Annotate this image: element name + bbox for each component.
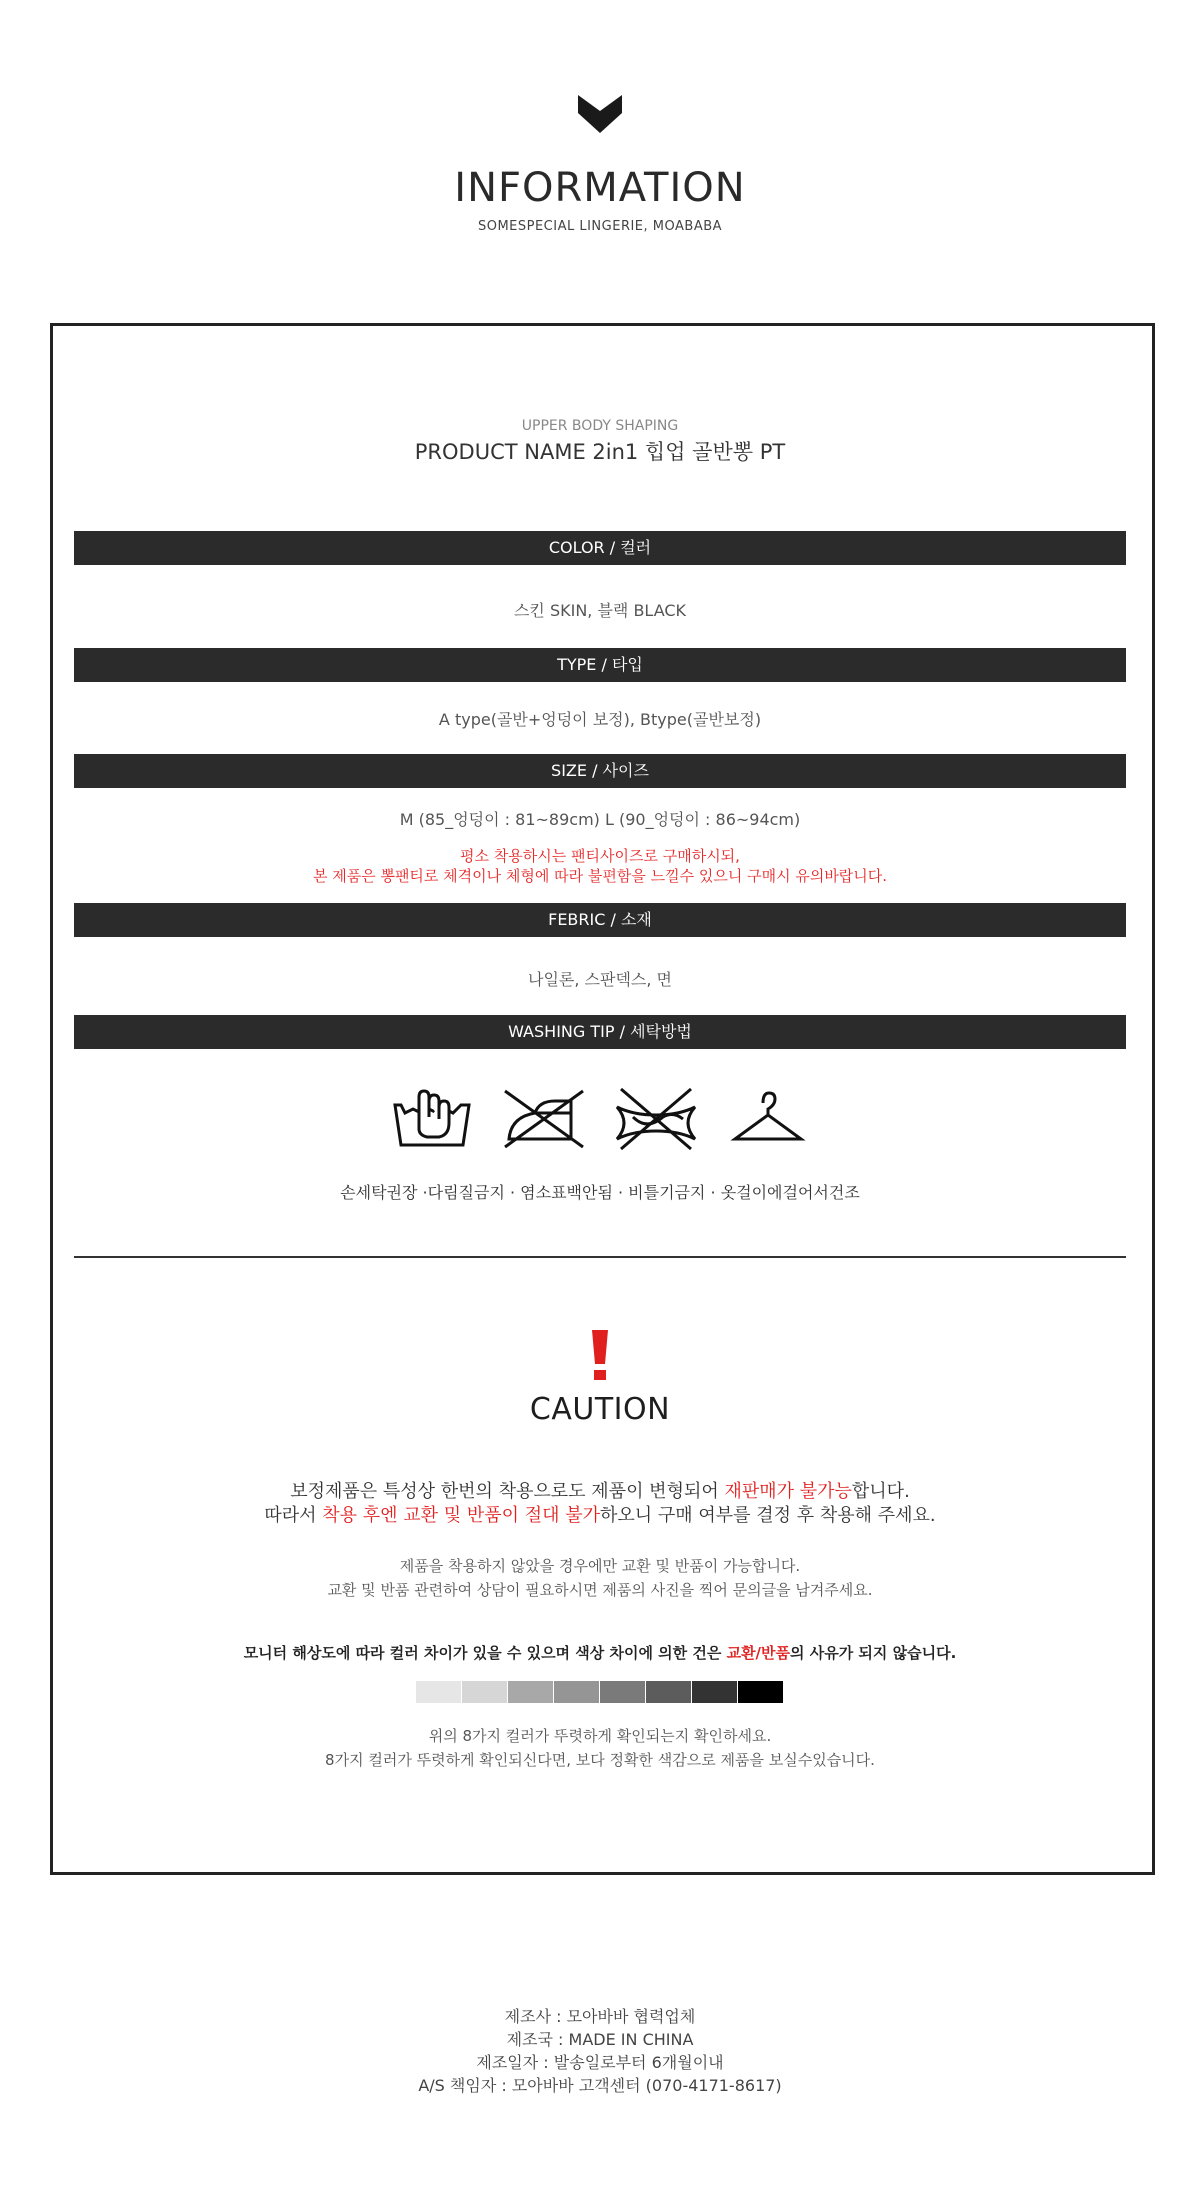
chevron-down-icon xyxy=(578,95,622,135)
color-swatch xyxy=(462,1681,507,1703)
hanger-icon xyxy=(725,1083,811,1153)
no-iron-icon xyxy=(501,1083,587,1153)
caution-text: 따라서 xyxy=(264,1505,323,1526)
size-warning-line2: 본 제품은 뽕팬티로 체격이나 체형에 따라 불편함을 느낄수 있으니 구매시 유의바랍니다. xyxy=(312,867,888,885)
product-name: PRODUCT NAME 2in1 힙업 골반뽕 PT xyxy=(414,440,786,464)
swatch-check-2: 8가지 컬러가 뚜렷하게 확인되신다면, 보다 정확한 색감으로 제품을 보실수있습니다. xyxy=(325,1751,875,1769)
color-swatch xyxy=(692,1681,737,1703)
monitor-text: 모니터 해상도에 따라 컬러 차이가 있을 수 있으며 색상 차이에 의한 건은 xyxy=(243,1644,727,1662)
color-swatch xyxy=(416,1681,461,1703)
caution-highlight: 착용 후엔 교환 및 반품이 절대 불가 xyxy=(322,1505,600,1526)
section-divider xyxy=(74,1256,1126,1258)
color-swatch xyxy=(646,1681,691,1703)
fabric-value: 나일론, 스판덱스, 면 xyxy=(528,970,672,989)
color-section-header: COLOR / 컬러 xyxy=(74,531,1126,565)
page-subtitle: SOMESPECIAL LINGERIE, MOABABA xyxy=(477,219,723,234)
color-swatch xyxy=(554,1681,599,1703)
exchange-note-2: 교환 및 반품 관련하여 상담이 필요하시면 제품의 사진을 찍어 문의글을 남겨주세요. xyxy=(327,1581,873,1599)
caution-text: 하오니 구매 여부를 결정 후 착용해 주세요. xyxy=(600,1505,936,1526)
caution-line2 xyxy=(0,1504,1200,1528)
color-swatch xyxy=(600,1681,645,1703)
caution-line1 xyxy=(0,1480,1200,1504)
washing-section-header: WASHING TIP / 세탁방법 xyxy=(74,1015,1126,1049)
size-section-header: SIZE / 사이즈 xyxy=(74,754,1126,788)
footer-country: 제조국 : MADE IN CHINA xyxy=(506,2030,694,2049)
washing-icons xyxy=(0,1083,1200,1153)
caution-text: 합니다. xyxy=(851,1481,910,1502)
footer-date: 제조일자 : 발송일로부터 6개월이내 xyxy=(476,2053,724,2072)
monitor-note xyxy=(0,1642,1200,1663)
color-swatch xyxy=(508,1681,553,1703)
color-value: 스킨 SKIN, 블랙 BLACK xyxy=(513,601,687,620)
page-title: INFORMATION xyxy=(454,165,746,211)
size-value: M (85_엉덩이 : 81~89cm) L (90_엉덩이 : 86~94cm) xyxy=(399,810,801,829)
exclamation-icon xyxy=(592,1330,608,1380)
caution-highlight: 재판매가 불가능 xyxy=(724,1481,852,1502)
type-value: A type(골반+엉덩이 보정), Btype(골반보정) xyxy=(438,710,762,729)
swatch-check-1: 위의 8가지 컬러가 뚜렷하게 확인되는지 확인하세요. xyxy=(428,1727,772,1745)
washing-caption: 손세탁권장 ·다림질금지 · 염소표백안됨 · 비틀기금지 · 옷걸이에걸어서건조 xyxy=(340,1183,860,1202)
size-warning-line1: 평소 착용하시는 팬티사이즈로 구매하시되, xyxy=(460,847,740,865)
product-category: UPPER BODY SHAPING xyxy=(521,418,679,434)
caution-text: 보정제품은 특성상 한번의 착용으로도 제품이 변형되어 xyxy=(290,1481,725,1502)
type-section-header: TYPE / 타입 xyxy=(74,648,1126,682)
color-calibration-swatches xyxy=(416,1681,784,1703)
color-swatch xyxy=(738,1681,783,1703)
hand-wash-icon xyxy=(389,1083,475,1153)
exchange-note-1: 제품을 착용하지 않았을 경우에만 교환 및 반품이 가능합니다. xyxy=(399,1557,801,1575)
monitor-text: 의 사유가 되지 않습니다. xyxy=(790,1644,957,1662)
footer-as: A/S 책임자 : 모아바바 고객센터 (070-4171-8617) xyxy=(418,2076,782,2095)
caution-title: CAUTION xyxy=(529,1392,671,1427)
fabric-section-header: FEBRIC / 소재 xyxy=(74,903,1126,937)
footer-manufacturer: 제조사 : 모아바바 협력업체 xyxy=(504,2007,696,2026)
monitor-highlight: 교환/반품 xyxy=(726,1644,791,1662)
no-bleach-icon xyxy=(613,1083,699,1153)
